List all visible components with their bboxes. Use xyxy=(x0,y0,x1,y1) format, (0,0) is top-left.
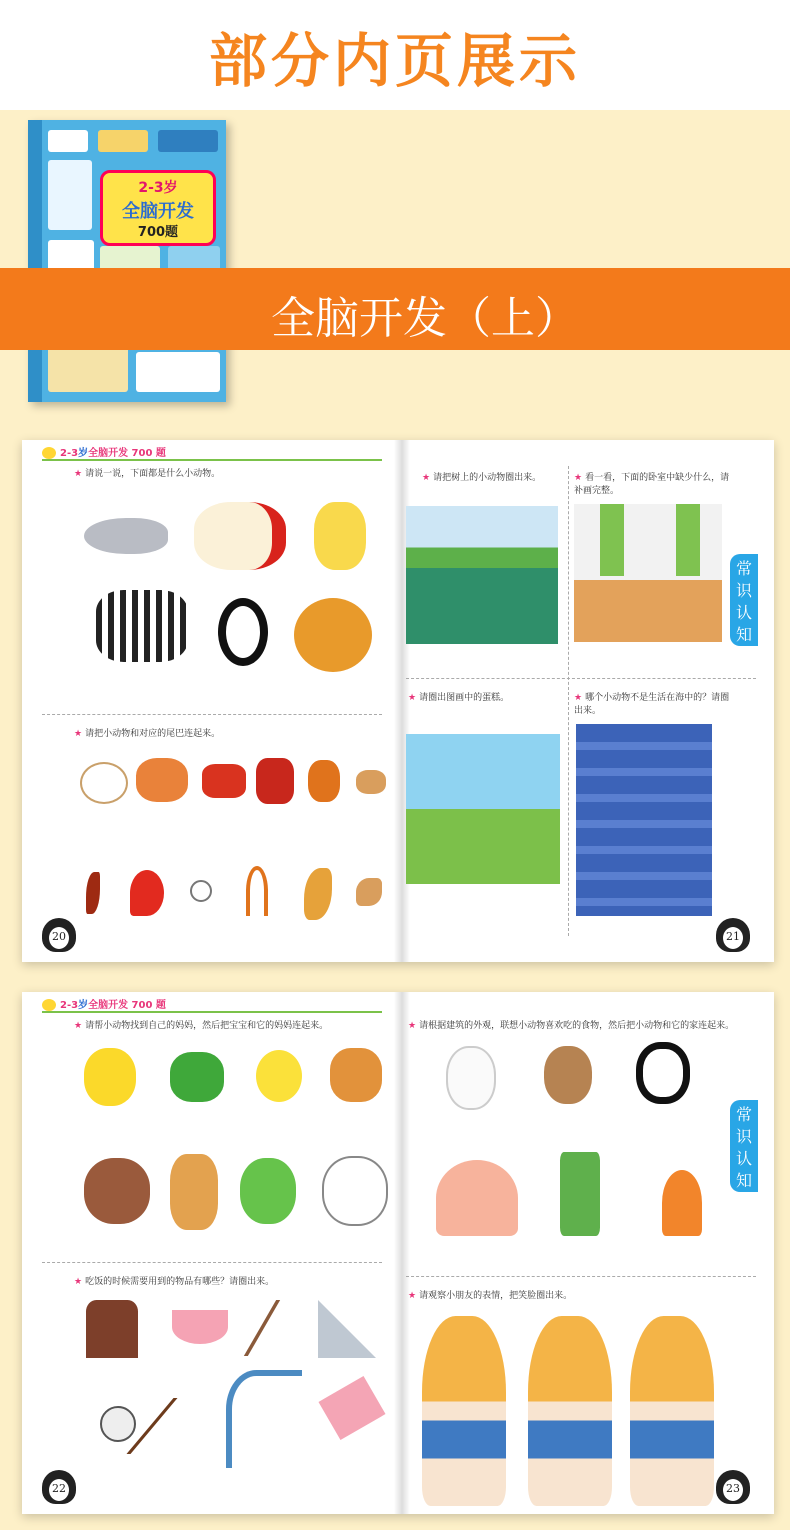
question-text xyxy=(74,466,220,479)
question-text xyxy=(74,1018,328,1031)
page-header xyxy=(42,444,166,459)
rabbit-icon xyxy=(446,1046,496,1110)
star-icon: ★ xyxy=(574,473,583,483)
question-text xyxy=(74,1274,274,1287)
star-icon: ★ xyxy=(74,1021,83,1031)
horse-icon xyxy=(256,758,294,804)
girl-smile-icon xyxy=(528,1316,612,1506)
header-suffix: 岁 xyxy=(78,448,89,459)
deer-icon xyxy=(136,758,188,802)
star-icon: ★ xyxy=(74,729,83,739)
section-divider xyxy=(42,1262,382,1263)
question-text xyxy=(574,470,734,496)
section-divider xyxy=(42,714,382,715)
castle-garden-scene xyxy=(406,734,560,884)
page-number-badge xyxy=(42,1470,76,1504)
duckling-icon xyxy=(84,1048,136,1106)
cover-tile xyxy=(136,352,220,392)
question-label: 请观察小朋友的表情，把笑脸圈出来。 xyxy=(419,1291,573,1301)
page-number: 21 xyxy=(726,930,740,943)
cover-tile xyxy=(98,130,148,152)
header-rule xyxy=(42,1011,382,1013)
category-tab[interactable]: 常识认知 xyxy=(730,1100,758,1192)
chick-icon xyxy=(42,447,56,459)
sheep-icon xyxy=(80,762,128,804)
hen-icon xyxy=(84,1158,150,1224)
tree-pond-scene xyxy=(406,506,558,644)
goose-icon xyxy=(322,1156,388,1226)
deer-icon xyxy=(170,1154,218,1230)
rooster-icon xyxy=(194,502,286,570)
book-gutter xyxy=(394,992,410,1514)
header-title: 全脑开发 700 题 xyxy=(88,1000,166,1011)
carrot-house-icon xyxy=(662,1170,702,1236)
book-spine xyxy=(28,120,42,402)
page-number: 22 xyxy=(52,1482,66,1495)
page-header xyxy=(42,996,166,1011)
question-label: 请说一说，下面都是什么小动物。 xyxy=(85,469,221,479)
question-text xyxy=(574,690,734,716)
tail-icon xyxy=(356,878,382,906)
book-title: 全脑开发 xyxy=(122,201,194,222)
category-tab[interactable]: 常识认知 xyxy=(730,554,758,646)
cover-tile xyxy=(48,160,92,230)
star-icon: ★ xyxy=(408,693,417,703)
question-label: 看一看，下面的卧室中缺少什么，请补画完整。 xyxy=(574,473,730,496)
tail-icon xyxy=(86,872,100,914)
tail-icon xyxy=(130,870,164,916)
star-icon: ★ xyxy=(408,1291,417,1301)
page-number-badge xyxy=(716,918,750,952)
star-icon: ★ xyxy=(74,1277,83,1287)
header-title: 全脑开发 700 题 xyxy=(88,448,166,459)
bamboo-house-icon xyxy=(560,1152,600,1236)
baseball-icon xyxy=(100,1406,136,1442)
question-label: 请根据建筑的外观，联想小动物喜欢吃的食物，然后把小动物和它的家连起来。 xyxy=(419,1021,735,1031)
comb-icon xyxy=(86,1300,138,1358)
section-divider xyxy=(406,678,756,679)
star-icon: ★ xyxy=(422,473,431,483)
question-text xyxy=(408,1288,572,1301)
page-number-badge xyxy=(42,918,76,952)
chick-icon xyxy=(256,1050,302,1102)
set-square-icon xyxy=(318,1300,376,1358)
question-label: 请帮小动物找到自己的妈妈，然后把宝宝和它的妈妈连起来。 xyxy=(85,1021,329,1031)
header-age: 2-3 xyxy=(60,1000,79,1011)
star-icon: ★ xyxy=(408,1021,417,1031)
cover-tile xyxy=(48,130,88,152)
section-divider xyxy=(406,1276,756,1277)
bowl-icon xyxy=(172,1310,228,1344)
question-label: 请圈出图画中的蛋糕。 xyxy=(419,693,510,703)
ocean-scene xyxy=(576,724,712,916)
star-icon: ★ xyxy=(574,693,583,703)
question-text xyxy=(74,726,220,739)
mouse-icon xyxy=(84,518,168,554)
cover-tile xyxy=(158,130,218,152)
book-cover xyxy=(28,120,226,402)
page-number-badge xyxy=(716,1470,750,1504)
frog-icon xyxy=(240,1158,296,1224)
column-divider xyxy=(568,466,569,936)
question-text xyxy=(422,470,541,483)
book-spread-1 xyxy=(22,440,774,962)
monkey-icon xyxy=(544,1046,592,1104)
cat-icon xyxy=(314,502,366,570)
girl-sad-icon xyxy=(422,1316,506,1506)
tail-icon xyxy=(246,866,268,916)
curtain-icon xyxy=(676,504,700,576)
peach-house-icon xyxy=(436,1160,518,1236)
question-label: 哪个小动物不是生活在海中的？请圈出来。 xyxy=(574,693,730,716)
girl-crying-icon xyxy=(630,1316,714,1506)
star-icon: ★ xyxy=(74,469,83,479)
question-text xyxy=(408,1018,734,1031)
header xyxy=(0,0,790,110)
book-age: 2-3岁 xyxy=(138,180,178,196)
chick-icon xyxy=(42,999,56,1011)
question-text xyxy=(408,690,509,703)
spoon-icon xyxy=(127,1398,218,1454)
header-age: 2-3 xyxy=(60,448,79,459)
question-label: 请把小动物和对应的尾巴连起来。 xyxy=(85,729,221,739)
panda-icon xyxy=(218,598,268,666)
panda-icon xyxy=(636,1042,690,1104)
chopsticks-icon xyxy=(244,1300,320,1356)
fawn-icon xyxy=(330,1048,382,1102)
lion-icon xyxy=(294,598,372,672)
zebra-icon xyxy=(96,590,188,662)
book-spread-2 xyxy=(22,992,774,1514)
fox-icon xyxy=(202,764,246,798)
book-count: 700题 xyxy=(137,225,179,240)
question-label: 吃饭的时候需要用到的物品有哪些？请圈出来。 xyxy=(85,1277,275,1287)
banner xyxy=(0,268,790,350)
lizard-icon xyxy=(170,1052,224,1102)
dustpan-icon xyxy=(318,1376,385,1440)
monkey-icon xyxy=(308,760,340,802)
squirrel-icon xyxy=(356,770,386,794)
page-number: 20 xyxy=(52,930,66,943)
header-suffix: 岁 xyxy=(78,1000,89,1011)
banner-title: 全脑开发（上） xyxy=(271,293,579,344)
page-number: 23 xyxy=(726,1482,740,1495)
curtain-icon xyxy=(600,504,624,576)
page-title: 部分内页展示 xyxy=(208,27,581,95)
tail-icon xyxy=(190,880,212,902)
header-rule xyxy=(42,459,382,461)
question-label: 请把树上的小动物圈出来。 xyxy=(433,473,542,483)
desk-lamp-icon xyxy=(226,1370,302,1468)
book-title-label xyxy=(100,170,216,246)
tail-icon xyxy=(304,868,332,920)
